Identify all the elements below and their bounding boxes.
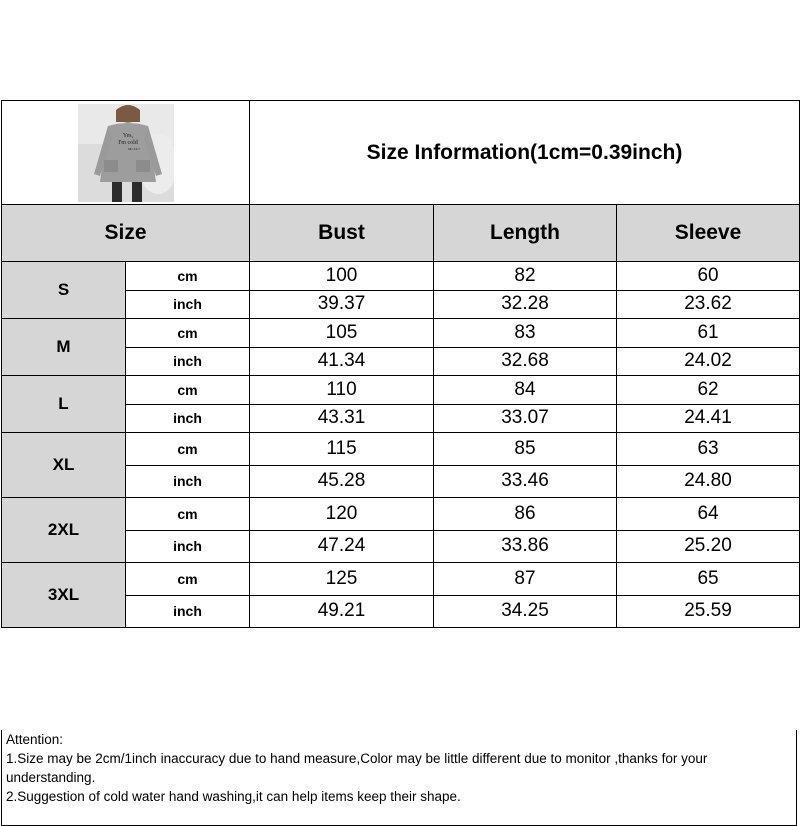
length-value: 32.68 bbox=[434, 347, 617, 376]
length-value: 32.28 bbox=[434, 290, 617, 319]
size-label: L bbox=[2, 376, 126, 433]
sleeve-value: 24.41 bbox=[617, 404, 800, 433]
size-table bbox=[1, 100, 800, 628]
sleeve-value: 62 bbox=[617, 376, 800, 405]
attention-notes bbox=[1, 730, 797, 826]
table-row bbox=[2, 262, 800, 291]
bust-value: 115 bbox=[250, 433, 434, 466]
unit-label: inch bbox=[126, 404, 250, 433]
length-value: 83 bbox=[434, 319, 617, 348]
length-value: 33.07 bbox=[434, 404, 617, 433]
size-label: S bbox=[2, 262, 126, 319]
size-header: Size bbox=[2, 205, 250, 262]
length-value: 87 bbox=[434, 563, 617, 596]
unit-label: cm bbox=[126, 498, 250, 531]
unit-label: cm bbox=[126, 376, 250, 405]
product-photo-cell bbox=[2, 101, 250, 205]
table-row bbox=[2, 563, 800, 596]
unit-label: inch bbox=[126, 347, 250, 376]
unit-label: inch bbox=[126, 595, 250, 628]
bust-value: 120 bbox=[250, 498, 434, 531]
unit-label: inch bbox=[126, 290, 250, 319]
print-line-1: Yes, bbox=[122, 132, 133, 139]
size-label: 3XL bbox=[2, 563, 126, 628]
table-row bbox=[2, 376, 800, 405]
size-label: XL bbox=[2, 433, 126, 498]
bust-header: Bust bbox=[250, 205, 434, 262]
bust-value: 47.24 bbox=[250, 530, 434, 563]
length-value: 82 bbox=[434, 262, 617, 291]
unit-label: inch bbox=[126, 465, 250, 498]
bust-value: 43.31 bbox=[250, 404, 434, 433]
note-item: 1.Size may be 2cm/1inch inaccuracy due to hand measure,Color may be little different due to monitor ,thanks for your understanding. bbox=[6, 751, 708, 785]
length-value: 85 bbox=[434, 433, 617, 466]
length-value: 34.25 bbox=[434, 595, 617, 628]
bust-value: 45.28 bbox=[250, 465, 434, 498]
table-row bbox=[2, 498, 800, 531]
bust-value: 125 bbox=[250, 563, 434, 596]
table-row bbox=[2, 319, 800, 348]
sleeve-value: 25.59 bbox=[617, 595, 800, 628]
sleeve-value: 61 bbox=[617, 319, 800, 348]
unit-label: cm bbox=[126, 319, 250, 348]
unit-label: cm bbox=[126, 563, 250, 596]
size-label: M bbox=[2, 319, 126, 376]
sleeve-value: 24.02 bbox=[617, 347, 800, 376]
length-value: 84 bbox=[434, 376, 617, 405]
length-header: Length bbox=[434, 205, 617, 262]
length-value: 33.46 bbox=[434, 465, 617, 498]
title-row bbox=[2, 101, 800, 205]
page-title: Size Information(1cm=0.39inch) bbox=[250, 101, 800, 205]
notes-heading: Attention: bbox=[6, 732, 64, 747]
unit-label: inch bbox=[126, 530, 250, 563]
sleeve-header: Sleeve bbox=[617, 205, 800, 262]
length-value: 33.86 bbox=[434, 530, 617, 563]
length-value: 86 bbox=[434, 498, 617, 531]
bust-value: 105 bbox=[250, 319, 434, 348]
bust-value: 110 bbox=[250, 376, 434, 405]
sleeve-value: 23.62 bbox=[617, 290, 800, 319]
table-row bbox=[2, 433, 800, 466]
unit-label: cm bbox=[126, 262, 250, 291]
sleeve-value: 60 bbox=[617, 262, 800, 291]
size-chart bbox=[1, 100, 799, 804]
sleeve-value: 65 bbox=[617, 563, 800, 596]
product-photo bbox=[78, 104, 174, 202]
sleeve-value: 64 bbox=[617, 498, 800, 531]
print-line-2: I'm cold bbox=[117, 139, 138, 146]
sleeve-value: 63 bbox=[617, 433, 800, 466]
sleeve-value: 24.80 bbox=[617, 465, 800, 498]
bust-value: 39.37 bbox=[250, 290, 434, 319]
note-item: 2.Suggestion of cold water hand washing,it can help items keep their shape. bbox=[6, 789, 461, 804]
print-line-3: Me 24:7 bbox=[127, 146, 140, 151]
bust-value: 41.34 bbox=[250, 347, 434, 376]
bust-value: 100 bbox=[250, 262, 434, 291]
header-row bbox=[2, 205, 800, 262]
size-label: 2XL bbox=[2, 498, 126, 563]
sleeve-value: 25.20 bbox=[617, 530, 800, 563]
bust-value: 49.21 bbox=[250, 595, 434, 628]
unit-label: cm bbox=[126, 433, 250, 466]
